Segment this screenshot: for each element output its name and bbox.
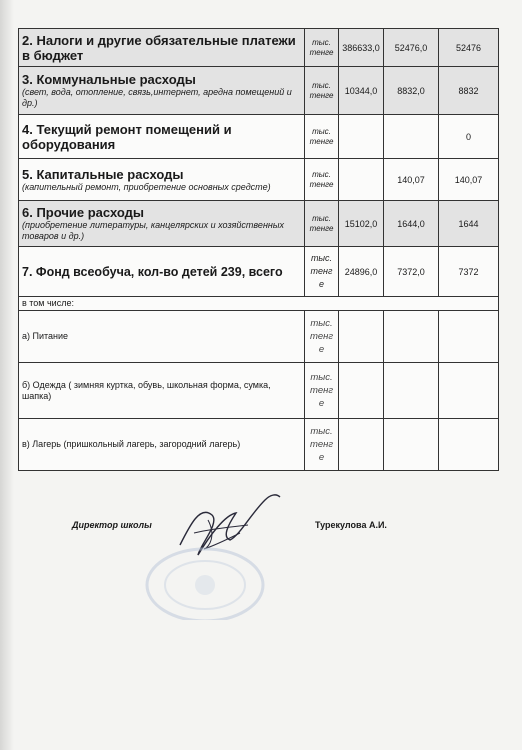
unit-cell: тыс. тенге [305,67,339,115]
value-cell [384,419,439,471]
value-cell: 386633,0 [339,29,384,67]
page-fold-shadow [0,0,14,750]
director-name: Турекулова А.И. [315,520,387,530]
unit-cell: тыс. тенге [305,29,339,67]
including-label: в том числе: [19,297,499,311]
unit-cell: тыс. тенге [305,159,339,201]
table-row-capital [19,159,499,201]
value-cell [339,363,384,419]
value-cell: 140,07 [439,159,499,201]
value-cell: 7372 [439,247,499,297]
unit-cell: тыс. тенг е [305,363,339,419]
value-cell [384,115,439,159]
table-row-fund [19,247,499,297]
value-cell [339,159,384,201]
row-subtitle: (капительный ремонт, приобретение основных средсте) [22,181,271,192]
unit-cell: тыс. тенг е [305,419,339,471]
value-cell [384,311,439,363]
table-row-other [19,201,499,247]
unit-cell: тыс. тенге [305,115,339,159]
director-role: Директор школы [72,520,152,530]
budget-table [18,28,499,471]
row-title: 3. Коммунальные расходы [22,72,196,87]
table-row-clothes [19,363,499,419]
value-cell: 15102,0 [339,201,384,247]
unit-cell: тыс. тенге [305,201,339,247]
row-label: в) Лагерь (пришкольный лагерь, загородний лагерь) [19,419,305,471]
value-cell: 1644,0 [384,201,439,247]
table-row-repair [19,115,499,159]
value-cell [439,311,499,363]
value-cell [439,363,499,419]
faded-stamp [140,540,270,620]
value-cell: 8832,0 [384,67,439,115]
table-row-utilities [19,67,499,115]
value-cell: 52476 [439,29,499,67]
value-cell: 1644 [439,201,499,247]
value-cell: 10344,0 [339,67,384,115]
row-label: а) Питание [19,311,305,363]
unit-cell: тыс. тенг е [305,247,339,297]
value-cell [339,311,384,363]
value-cell: 8832 [439,67,499,115]
table-row-taxes [19,29,499,67]
value-cell: 52476,0 [384,29,439,67]
row-subtitle: (свет, вода, отопление, связь,интернет, аредна помещений и др.) [22,87,292,108]
value-cell [384,363,439,419]
table-row-camp [19,419,499,471]
value-cell: 7372,0 [384,247,439,297]
table-row-food [19,311,499,363]
row-title: 5. Капитальные расходы [22,166,184,182]
table-row-including [19,297,499,311]
value-cell: 0 [439,115,499,159]
row-subtitle: (приобретение литературы, канцелярских и хозяйственных товаров и др.) [22,220,284,241]
value-cell [339,419,384,471]
value-cell [439,419,499,471]
value-cell: 24896,0 [339,247,384,297]
row-title: 6. Прочие расходы [22,205,144,220]
value-cell [339,115,384,159]
unit-cell: тыс. тенг е [305,311,339,363]
value-cell: 140,07 [384,159,439,201]
row-label: б) Одежда ( зимняя куртка, обувь, школьная форма, сумка, шапка) [19,363,305,419]
row-title: 2. Налоги и другие обязательные платежи в бюджет [22,32,296,63]
row-title: 4. Текущий ремонт помещений и оборудования [22,121,232,152]
row-title: 7. Фонд всеобуча, кол-во детей 239, всего [22,264,283,279]
